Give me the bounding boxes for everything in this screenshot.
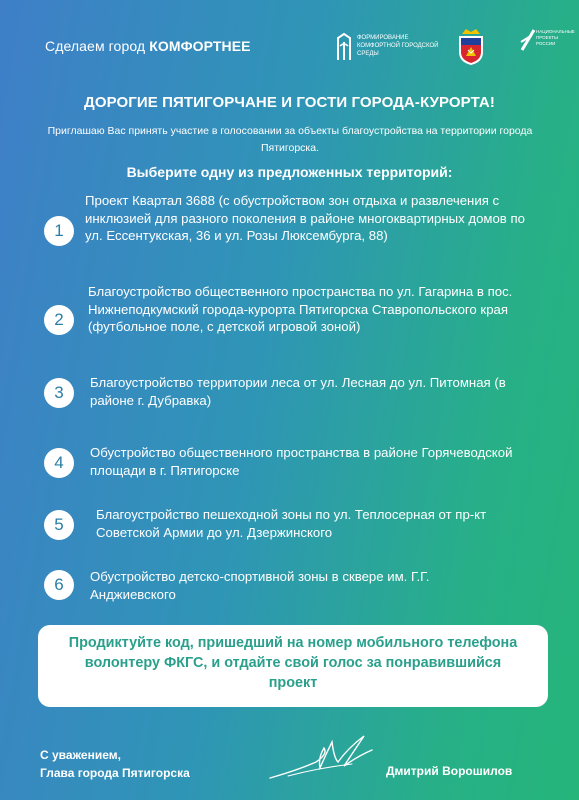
item-text: Обустройство детско-спортивной зоны в сквере им. Г.Г. Анджиевского [90,569,430,602]
call-to-action-box: Продиктуйте код, пришедший на номер мобильного телефона волонтеру ФКГС, и отдайте свой голос за понравившийся проект [38,625,548,707]
slogan-bold: КОМФОРТНЕЕ [149,38,251,54]
header [0,0,579,88]
fkgs-logo-icon [335,32,353,62]
item-text: Благоустройство общественного пространства по ул. Гагарина в пос. Нижнеподкумский города-курорта Пятигорска Ставропольского края (футбольное поле, с детской игровой зоной) [88,284,513,334]
national-projects-icon [520,28,536,52]
item-text: Благоустройство пешеходной зоны по ул. Теплосерная от пр-кт Советской Армии до ул. Дзержинского [96,507,487,540]
signatory-name: Дмитрий Ворошилов [386,764,513,778]
fkgs-logo [335,30,445,66]
item-number-badge: 1 [44,216,74,246]
item-number-badge: 3 [44,378,74,408]
closing-line-2: Глава города Пятигорска [40,766,190,780]
fkgs-logo-text: ФОРМИРОВАНИЕ КОМФОРТНОЙ ГОРОДСКОЙ СРЕДЫ [357,35,439,57]
item-text: Благоустройство территории леса от ул. Лесная до ул. Питомная (в районе г. Дубравка) [90,375,506,408]
closing-line-1: С уважением, [40,748,121,762]
item-number-badge: 4 [44,448,74,478]
national-projects-text: НАЦИОНАЛЬНЫЕ ПРОЕКТЫ РОССИИ [536,29,575,46]
slogan-prefix: Сделаем город [45,38,146,54]
slogan [45,38,251,54]
national-projects-logo [520,28,575,58]
intro-text: Приглашаю Вас принять участие в голосовании за объекты благоустройства на территории города Пятигорска. [47,125,533,154]
subheading: Выберите одну из предложенных территорий: [126,164,453,180]
signature-closing [40,746,190,782]
item-number-badge: 6 [44,570,74,600]
item-text: Обустройство общественного пространства в районе Горячеводской площади в г. Пятигорске [90,445,513,478]
handwritten-signature [268,728,378,784]
page-title: ДОРОГИЕ ПЯТИГОРЧАНЕ И ГОСТИ ГОРОДА-КУРОРТА! [84,94,495,111]
item-text: Проект Квартал 3688 (с обустройством зон отдыха и развлечения с инклюзией для разного поколения в районе многоквартирных домов по ул. Ессентукская, 36 и ул. Розы Люксембурга, 88) [85,193,525,243]
item-number-badge: 5 [44,510,74,540]
item-number-badge: 2 [44,305,74,335]
city-crest-logo [454,26,488,66]
city-crest-icon [454,26,488,66]
